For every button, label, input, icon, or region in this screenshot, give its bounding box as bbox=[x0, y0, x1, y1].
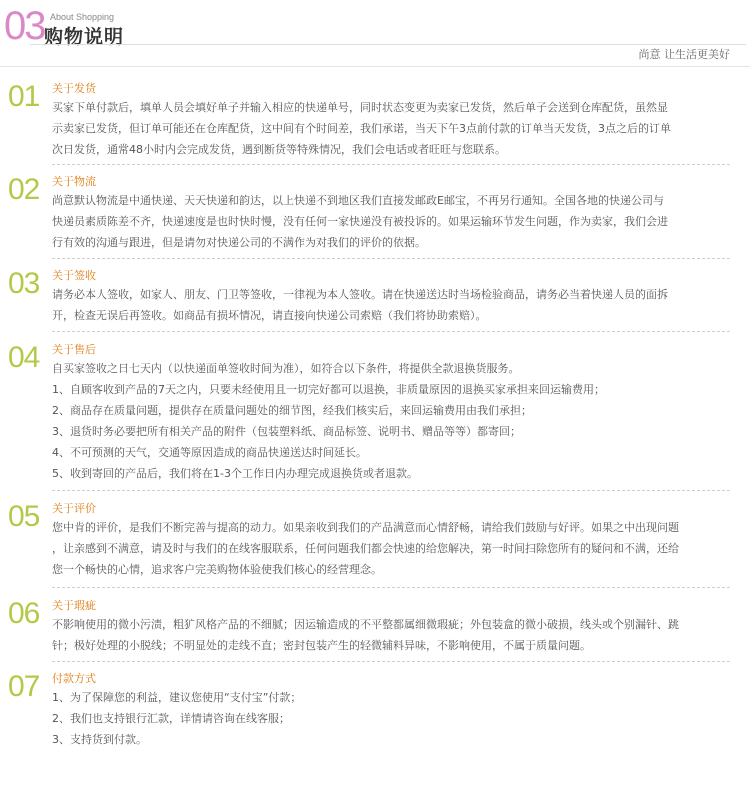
body-line: 1、为了保障您的利益，建议您使用“支付宝”付款； bbox=[52, 691, 302, 704]
section-title: 关于评价 bbox=[52, 502, 96, 515]
body-line: 行有效的沟通与跟进，但是请勿对快递公司的不满作为对我们的评价的依据。 bbox=[52, 236, 426, 249]
section-number: 06 bbox=[8, 597, 40, 630]
body-line: 开，检查无误后再签收。如商品有损坏情况，请直接向快递公司索赔（我们将协助索赔）。 bbox=[52, 309, 487, 322]
body-line: 请务必本人签收，如家人、朋友、门卫等签收，一律视为本人签收。请在快递送达时当场检验商品，请务必当着快递人员的面拆 bbox=[52, 288, 668, 301]
section-number: 07 bbox=[8, 670, 40, 703]
body-line: 5、收到寄回的产品后，我们将在1-3个工作日内办理完成退换货或者退款。 bbox=[52, 467, 418, 480]
page-title: 购物说明 bbox=[44, 26, 125, 48]
header-slogan: 尚意 让生活更美好 bbox=[638, 48, 730, 61]
body-line: 不影响使用的微小污渍，粗犷风格产品的不细腻；因运输造成的不平整都属细微瑕疵；外包装盒的微小破损，线头或个别漏针、跳 bbox=[52, 618, 679, 631]
section-body bbox=[52, 517, 740, 580]
section-divider bbox=[52, 331, 730, 332]
section-number: 02 bbox=[8, 173, 40, 206]
body-line: 3、退货时务必要把所有相关产品的附件（包装塑料纸、商品标签、说明书、赠品等等）都寄回； bbox=[52, 425, 521, 438]
section-body bbox=[52, 614, 740, 656]
page-header bbox=[0, 0, 750, 75]
section-divider bbox=[52, 164, 730, 165]
section-number: 05 bbox=[8, 500, 40, 533]
body-line: 示卖家已发货，但订单可能还在仓库配货，这中间有个时间差，我们承诺，当天下午3点前付款的订单当天发货，3点之后的订单 bbox=[52, 122, 671, 135]
section-body bbox=[52, 687, 740, 750]
section-body bbox=[52, 190, 740, 253]
section-divider bbox=[52, 661, 730, 662]
section-number: 04 bbox=[8, 341, 40, 374]
section-body bbox=[52, 358, 740, 484]
body-line: 3、支持货到付款。 bbox=[52, 733, 147, 746]
section-title: 关于发货 bbox=[52, 82, 96, 95]
body-line: 2、我们也支持银行汇款，详情请咨询在线客服； bbox=[52, 712, 290, 725]
body-line: 4、不可预测的天气，交通等原因造成的商品快递送达时间延长。 bbox=[52, 446, 367, 459]
body-line: ，让亲感到不满意，请及时与我们的在线客服联系，任何问题我们都会快速的给您解决，第一时间扫除您所有的疑问和不满，还给 bbox=[52, 542, 679, 555]
body-line: 您中肯的评价，是我们不断完善与提高的动力。如果亲收到我们的产品满意而心情舒畅，请给我们鼓励与好评。如果之中出现问题 bbox=[52, 521, 679, 534]
section-title: 关于售后 bbox=[52, 343, 96, 356]
body-line: 次日发货，通常48小时内会完成发货，遇到断货等特殊情况，我们会电话或者旺旺与您联系。 bbox=[52, 143, 506, 156]
body-line: 针；极好处理的小脱线；不明显处的走线不直；密封包装产生的轻微辅料异味，不影响使用，不属于质量问题。 bbox=[52, 639, 591, 652]
section-number: 01 bbox=[8, 80, 40, 113]
section-title: 付款方式 bbox=[52, 672, 96, 685]
header-bottom-divider bbox=[0, 66, 750, 67]
body-line: 尚意默认物流是中通快递、天天快递和韵达，以上快递不到地区我们直接发邮政E邮宝，不再另行通知。全国各地的快递公司与 bbox=[52, 194, 664, 207]
body-line: 2、商品存在质量问题，提供存在质量问题处的细节图，经我们核实后，来回运输费用由我们承担； bbox=[52, 404, 532, 417]
header-divider bbox=[30, 44, 746, 45]
body-line: 1、自顾客收到产品的7天之内，只要未经使用且一切完好都可以退换，非质量原因的退换买家承担来回运输费用； bbox=[52, 383, 605, 396]
section-divider bbox=[52, 490, 730, 491]
section-title: 关于签收 bbox=[52, 269, 96, 282]
header-subtitle: About Shopping bbox=[50, 12, 115, 22]
body-line: 快递员素质陈差不齐，快递速度是也时快时慢，没有任何一家快递没有被投诉的。如果运输环节发生问题，作为卖家，我们会进 bbox=[52, 215, 668, 228]
body-line: 自买家签收之日七天内（以快递面单签收时间为准），如符合以下条件，将提供全款退换货服务。 bbox=[52, 362, 520, 375]
section-title: 关于瑕疵 bbox=[52, 599, 96, 612]
section-number: 03 bbox=[8, 267, 40, 300]
section-body bbox=[52, 97, 740, 160]
section-title: 关于物流 bbox=[52, 175, 96, 188]
header-number: 03 bbox=[4, 4, 45, 48]
section-divider bbox=[52, 258, 730, 259]
body-line: 您一个畅快的心情，追求客户完美购物体验使我们核心的经营理念。 bbox=[52, 563, 382, 576]
section-body bbox=[52, 284, 740, 326]
section-divider bbox=[52, 587, 730, 588]
body-line: 买家下单付款后，填单人员会填好单子并输入相应的快递单号，同时状态变更为卖家已发货，然后单子会送到仓库配货，虽然显 bbox=[52, 101, 668, 114]
